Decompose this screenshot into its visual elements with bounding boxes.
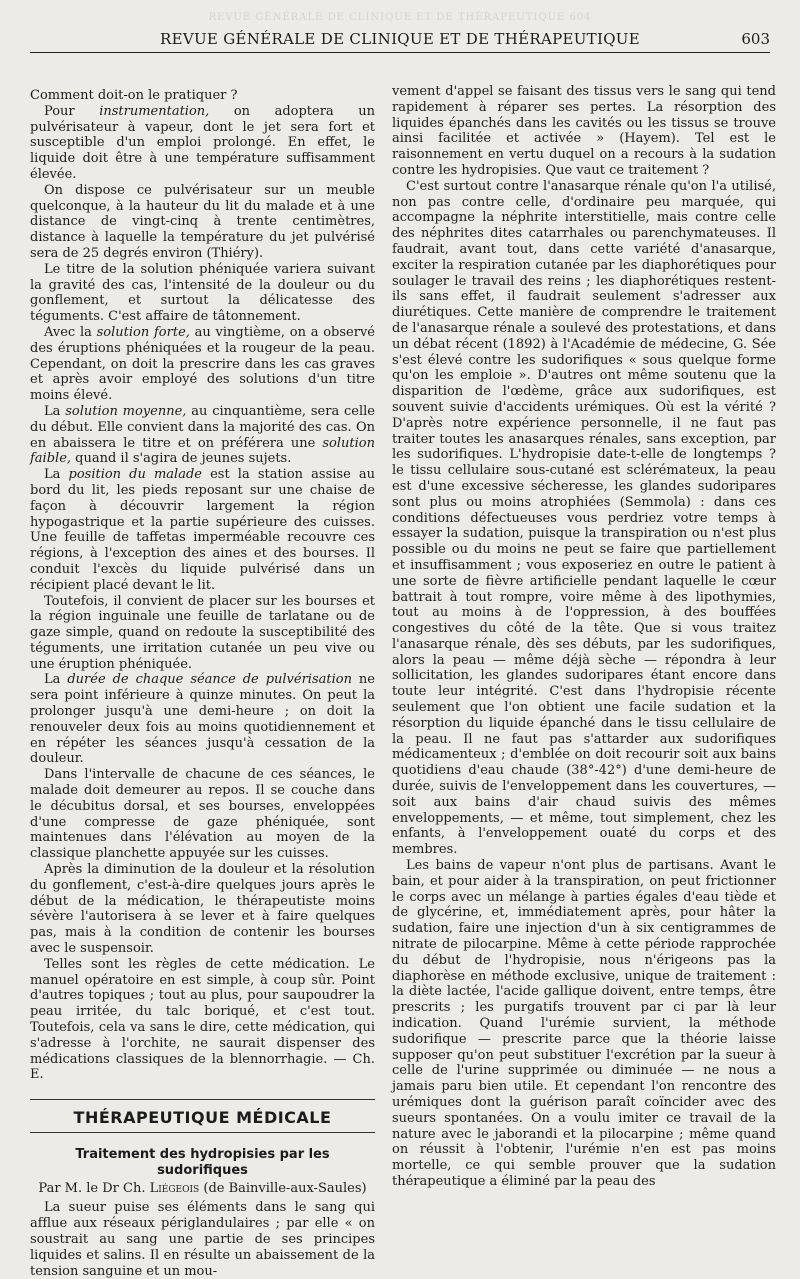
- right-column: [392, 84, 776, 1190]
- paragraph: La sueur puise ses éléments dans le sang qui afflue aux réseaux périglandulaires ; par elle « on soustrait au sang une partie de ses principes liquides et salins. Il en résulte un abaissement de la tension sanguine et un mou-: [30, 1200, 375, 1279]
- paragraph: Après la diminution de la douleur et la résolution du gonflement, c'est-à-dire quelques jours après le début de la médication, le thérapeutiste moins sévère l'autorisera à se lever et à faire quelques pas, mais à la condition de contenir les bourses avec le suspensoir.: [30, 862, 375, 957]
- article-title: Traitement des hydropisies par les sudorifiques: [75, 1147, 330, 1178]
- left-column: [30, 88, 375, 1279]
- paragraph: La durée de chaque séance de pulvérisation ne sera point inférieure à quinze minutes. On peut la prolonger jusqu'à une demi-heure ; on doit la renouveler deux fois au moins quotidiennement et en répéter les séances jusqu'à cessation de la douleur.: [30, 672, 375, 767]
- paragraph: Avec la solution forte, au vingtième, on a observé des éruptions phéniquées et la rougeur de la peau. Cependant, on doit la prescrire dans les cas graves et après avoir employé des solutions d'un titre moins élevé.: [30, 324, 375, 404]
- paragraph: La position du malade est la station assise au bord du lit, les pieds reposant sur une chaise de façon à découvrir largement la région hypogastrique et la partie supérieure des cuisses. Une feuille de taffetas imperméable recouvre ces régions, à l'exception des aines et des bourses. Il conduit l'excès du liquide pulvérisé dans un récipient placé devant le lit.: [30, 467, 376, 593]
- paragraph: Comment doit-on le pratiquer ?: [30, 88, 238, 103]
- paragraph: Le titre de la solution phéniquée variera suivant la gravité des cas, l'intensité de la douleur ou du gonflement, et surtout la délicatesse des téguments. C'est affaire de tâtonnement.: [30, 261, 375, 325]
- paragraph: On dispose ce pulvérisateur sur un meuble quelconque, à la hauteur du lit du malade et à une distance de vingt-cinq à trente centimètres, distance à laquelle la température du jet pulvérisé sera de 25 degrés environ (Thiéry).: [30, 182, 375, 261]
- paragraph: Pour instrumentation, on adoptera un pulvérisateur à vapeur, dont le jet sera fort et susceptible d'un emploi prolongé. En effet, le liquide doit être à une température suffisamment élevée.: [30, 103, 375, 182]
- paragraph: C'est surtout contre l'anasarque rénale qu'on l'a utilisé, non pas contre celle, d'ordinaire peu marquée, qui accompagne la néphrite interstitielle, mais contre celle des néphrites dites catarrhales ou parenchymateuses. Il faudrait, avant tout, dans cette variété d'anasarque, exciter la respiration cutanée par les diaphorétiques pour soulager le travail des reins ; les diaphorétiques restent-ils sans effet, il faudrait seulement s'adresser aux diurétiques. Cette manière de comprendre le traitement de l'anasarque rénale a soulevé des protestations, et dans un débat récent (1892) à l'Académie de médecine, G. Sée s'est élevé contre les sudorifiques « sous quelque forme qu'on les emploie ». D'autres ont même soutenu que la disparition de l'œdème, grâce aux sudorifiques, est souvent suivie d'accidents urémiques. Où est la vérité ? D'après notre expérience personnelle, il ne faut pas traiter toutes les anasarques rénales, sans exception, par les sudorifiques. L'hydropisie date-t-elle de longtemps ? le tissu cellulaire sous-cutané est sclérémateux, la peau est d'une excessive sécheresse, les glandes sudoripares sont plus ou moins atrophiées (Semmola) : dans ces conditions défectueuses vous perdriez votre temps à essayer la sudation, puisque la transpiration ou n'est plus possible ou du moins ne peut se faire que partiellement et insuffisamment ; vous exposeriez en outre le patient à une sorte de fièvre artificielle pendant laquelle le cœur battrait à tout rompre, voire même à des lipothymies, tout au moins à de l'oppression, à des bouffées congestives du côté de la tête. Que si vous traitez l'anasarque rénale, dès ses débuts, par les sudorifiques, alors la peau — même déjà sèche — répondra à leur sollicitation, les glandes sudoripares étant encore dans toute leur intégrité. C'est dans l'hydropisie récente seulement que l'on obtient une facile sudation et la résorption du liquide épanché dans le tissu cellulaire de la peau. Il ne faut pas s'attarder aux sudorifiques médicamenteux ; d'emblée on doit recourir soit aux bains quotidiens d'eau chaude (38°-42°) d'une demi-heure de durée, suivis de l'enveloppement dans les couvertures, — soit aux bains d'air chaud suivis des mêmes enveloppements, — et même, tout simplement, chez les enfants, à l'enveloppement ouaté du corps et des membres.: [392, 178, 776, 858]
- paragraph: Dans l'intervalle de chacune de ces séances, le malade doit demeurer au repos. Il se couche dans le décubitus dorsal, et ses bourses, enveloppées d'une compresse de gaze phéniquée, sont maintenues dans l'élévation au moyen de la classique planchette appuyée sur les cuisses.: [30, 767, 375, 862]
- bleed-through-header: REVUE GÉNÉRALE DE CLINIQUE ET DE THÉRAPEUTIQUE 604: [208, 12, 592, 23]
- section-title: THÉRAPEUTIQUE MÉDICALE: [30, 1099, 375, 1133]
- running-header: [30, 12, 770, 53]
- paragraph: Telles sont les règles de cette médication. Le manuel opératoire en est simple, à coup sûr. Point d'autres topiques ; tout au plus, pour saupoudrer la peau irritée, du talc boriqué, et c'est tout. Toutefois, cela va sans le dire, cette médication, qui s'adresse à l'orchite, ne saurait dispenser des médications classiques de la blennorrhagie. — Ch. E.: [30, 956, 375, 1083]
- byline: Par M. le Dr Ch. Liégeois (de Bainville-aux-Saules): [38, 1180, 367, 1196]
- paragraph: vement d'appel se faisant des tissus vers le sang qui tend rapidement à réparer ses pertes. La résorption des liquides épanchés dans les cavités ou les tissus se trouve ainsi facilitée et activée » (Hayem). Tel est le raisonnement en vertu duquel on a recours à la sudation contre les hydropisies. Que vaut ce traitement ?: [392, 84, 776, 178]
- page-number: 603: [741, 30, 770, 48]
- paragraph: Les bains de vapeur n'ont plus de partisans. Avant le bain, et pour aider à la transpiration, on peut frictionner le corps avec un mélange à parties égales d'eau tiède et de glycérine, et, immédiatement après, pour hâter la sudation, faire une injection d'un à six centigrammes de nitrate de pilocarpine. Même à cette période rapprochée du début de l'hydropisie, nous n'érigeons pas la diaphorèse en méthode exclusive, unique de traitement : la diète lactée, l'acide gallique doivent, entre temps, être prescrits ; les purgatifs trouvent par ci par là leur indication. Quand l'urémie survient, la méthode sudorifique — prescrite parce que la théorie laisse supposer qu'on peut substituer l'excrétion par la sueur à celle de l'urine supprimée ou diminuée — ne nous a jamais paru bien utile. Et cependant l'on rencontre des urémiques dont la guérison paraît coïncider avec des sueurs spontanées. On a voulu imiter ce travail de la nature avec le jaborandi et la pilocarpine ; même quand on réussit à l'obtenir, l'urémie n'en est pas moins mortelle, ce qui semble prouver que la sudation thérapeutique a éliminé par la peau des: [392, 858, 776, 1189]
- journal-title: REVUE GÉNÉRALE DE CLINIQUE ET DE THÉRAPEUTIQUE: [160, 30, 640, 48]
- paragraph: La solution moyenne, au cinquantième, sera celle du début. Elle convient dans la majorité des cas. On en abaissera le titre et on préférera une solution faible, quand il s'agira de jeunes sujets.: [30, 403, 376, 467]
- paragraph: Toutefois, il convient de placer sur les bourses et la région inguinale une feuille de tarlatane ou de gaze simple, quand on redoute la susceptibilité des téguments, une irritation cutanée un peu vive ou une éruption phéniquée.: [30, 593, 375, 672]
